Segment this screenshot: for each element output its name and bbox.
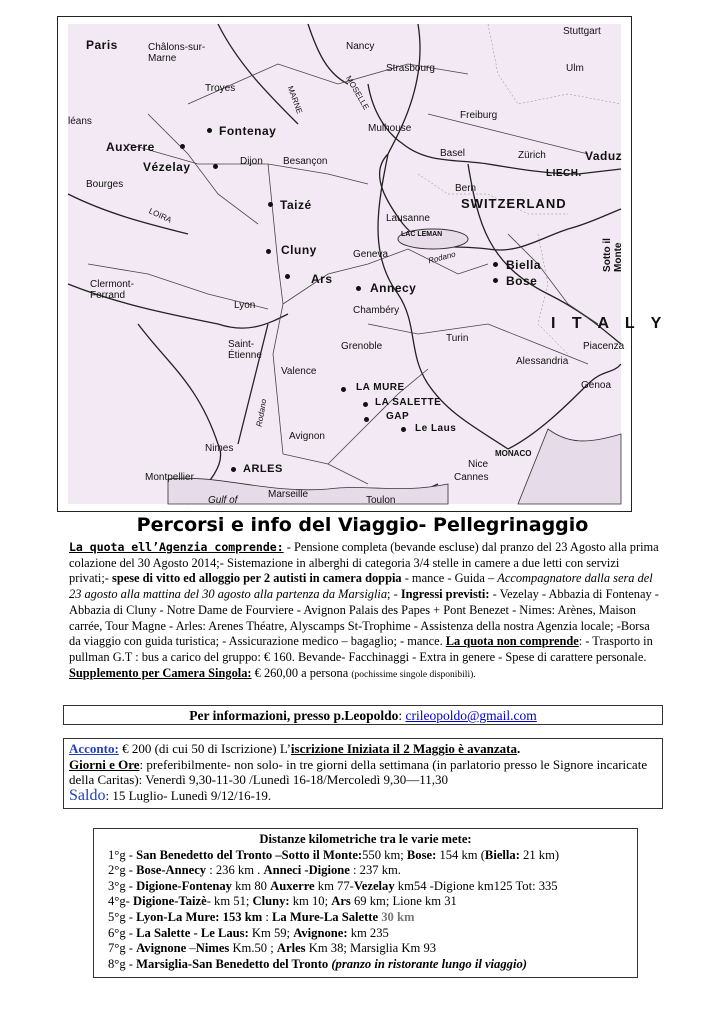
map-label-valence: Valence bbox=[281, 366, 317, 377]
distance-row-4 bbox=[108, 894, 637, 910]
map-label-switzerland: SWITZERLAND bbox=[461, 196, 567, 211]
map-label-troyes: Troyes bbox=[205, 83, 236, 94]
map-label-liech: LIECH. bbox=[546, 168, 582, 179]
distance-row-1 bbox=[108, 848, 637, 864]
map-label-bose: Bose bbox=[506, 274, 538, 288]
map-label-mulhouse: Mulhouse bbox=[368, 123, 412, 134]
distance-row-3-part-d: Auxerre bbox=[270, 878, 315, 893]
distance-row-2-part-e: : 237 km. bbox=[349, 863, 401, 878]
email-link[interactable]: crileopoldo@gmail.com bbox=[405, 708, 537, 723]
distance-row-3-part-e: km 77- bbox=[314, 878, 354, 893]
giorni-text: : preferibilmente- non solo- in tre giorni della settimana (in parlatorio presso le Signore incaricate della Caritas): Venerdì 9,30-11-30 /Lunedì 16-18/Mercoledì 9,30—11,30 bbox=[69, 756, 648, 787]
distances-title: Distanze kilometriche tra le varie mete: bbox=[259, 832, 472, 846]
map-label-geneva: Geneva bbox=[353, 249, 389, 260]
quota-label: La quota ell’Agenzia comprende: bbox=[69, 540, 284, 554]
map-label-rodano-south: Rodano bbox=[254, 398, 269, 428]
map-label-genoa: Genoa bbox=[581, 380, 612, 391]
acconto-label: Acconto: bbox=[69, 741, 119, 756]
distance-row-6 bbox=[108, 926, 637, 942]
distance-row-3-part-a: 3°g - bbox=[108, 878, 137, 893]
map-label-paris: Paris bbox=[86, 38, 118, 52]
distance-row-1-part-e: 154 km ( bbox=[436, 847, 485, 862]
map-label-nice: Nice bbox=[468, 459, 489, 470]
map-label-arles: ARLES bbox=[243, 463, 283, 475]
map-label-nancy: Nancy bbox=[346, 41, 375, 52]
quota-supplemento-label: Supplemento per Camera Singola: bbox=[69, 665, 252, 680]
page-title: Percorsi e info del Viaggio- Pellegrinaggio bbox=[136, 514, 589, 536]
distance-row-5-part-a: 5°g - bbox=[108, 909, 137, 924]
map-dot-cluny bbox=[266, 249, 271, 254]
quota-supplemento-note: (pochissime singole disponibili). bbox=[351, 669, 476, 680]
quota-paragraph bbox=[69, 540, 659, 683]
map-dot-arles bbox=[231, 467, 236, 472]
map-frame bbox=[57, 16, 668, 512]
quota-non-comprende-text: : - Trasporto in pullman G.T : bus a carico del gruppo: € 160. Bevande- Facchinaggi - Extra in genere - Spese di carattere personale. bbox=[69, 634, 653, 664]
map-label-chambery: Chambéry bbox=[353, 305, 400, 316]
map-label-toulon: Toulon bbox=[366, 495, 396, 506]
distance-row-2-part-b: Bose-Annecy bbox=[136, 863, 207, 878]
map-label-biella: Biella bbox=[506, 258, 542, 272]
map-label-dijon: Dijon bbox=[240, 156, 263, 167]
map-label-italy: I T A L Y bbox=[551, 315, 668, 332]
map-label-lyon: Lyon bbox=[234, 300, 256, 311]
acconto-box bbox=[63, 738, 663, 809]
distance-row-7-part-e: Km.50 ; bbox=[229, 941, 277, 956]
giorni-label: Giorni e Ore bbox=[69, 756, 140, 772]
map-label-chalons: Châlons-sur- Marne bbox=[148, 42, 206, 64]
acconto-period: . bbox=[516, 741, 521, 756]
map-label-avignon: Avignon bbox=[289, 431, 325, 442]
distance-row-8-part-a: 8°g - bbox=[108, 956, 137, 971]
distance-row-7-part-d: Nimes bbox=[195, 941, 230, 956]
iscrizione-text: iscrizione Iniziata il 2 Maggio è avanzata bbox=[290, 741, 517, 756]
distance-row-5-part-b: Lyon-La Mure: 153 km bbox=[136, 909, 263, 924]
map-label-besancon: Besançon bbox=[283, 156, 328, 167]
distance-row-1-part-c: 550 km; bbox=[362, 847, 407, 862]
map-dot-biella bbox=[493, 262, 498, 267]
distance-row-4-part-a: 4°g- bbox=[108, 894, 133, 909]
quota-text-3: - mance - Guida – bbox=[401, 571, 495, 586]
info-text: Per informazioni, presso p.Leopoldo bbox=[189, 708, 399, 723]
map-dot-auxerre bbox=[180, 144, 185, 149]
map-dot-fontenay bbox=[207, 128, 212, 133]
map-dot-taize bbox=[268, 202, 273, 207]
map-label-stuttgart: Stuttgart bbox=[563, 26, 601, 37]
quota-autisti: spese di vitto ed alloggio per 2 autisti in camera doppia bbox=[108, 571, 402, 586]
distances-list bbox=[108, 848, 637, 973]
map-label-vezelay: Vézelay bbox=[143, 160, 191, 174]
distance-row-7-part-a: 7°g - bbox=[108, 941, 137, 956]
map-label-basel: Basel bbox=[440, 148, 466, 159]
distance-row-7-part-f: Arles bbox=[276, 941, 306, 956]
distance-row-3 bbox=[108, 879, 637, 895]
map-label-annecy: Annecy bbox=[370, 281, 417, 295]
map-label-montpellier: Montpellier bbox=[145, 472, 194, 483]
distance-row-7-part-c: – bbox=[186, 941, 196, 956]
map-dot-la-mure bbox=[341, 387, 346, 392]
quota-text-1: - Pensione completa (bevande escluse) dal pranzo del 23 Agosto alla prima colazione del 30 Agosto 2014;- Sistemazione in alberghi di categoria 3/4 stelle in camere a due letti con servizi privati;- bbox=[69, 540, 659, 586]
map-label-auxerre: Auxerre bbox=[106, 140, 155, 154]
map-label-orleans: léans bbox=[68, 116, 92, 127]
map-label-ulm: Ulm bbox=[566, 63, 584, 74]
map-dot-vezelay bbox=[213, 164, 218, 169]
distance-row-5 bbox=[108, 910, 637, 926]
distance-row-7-part-g: Km 38; Marsiglia Km 93 bbox=[305, 941, 437, 956]
distance-row-1-part-f: Biella: bbox=[484, 847, 520, 862]
map-label-taize: Taizé bbox=[280, 198, 312, 212]
map-label-vaduz: Vaduz bbox=[585, 149, 623, 163]
map-label-bourges: Bourges bbox=[86, 179, 124, 190]
map-label-freiburg: Freiburg bbox=[460, 110, 498, 121]
distance-row-1-part-b: San Benedetto del Tronto –Sotto il Monte: bbox=[136, 847, 363, 862]
map-label-rodano: Rodano bbox=[427, 249, 457, 266]
map-label-gap: GAP bbox=[386, 411, 410, 422]
quota-text-5: ; - bbox=[387, 587, 401, 602]
distance-row-2-part-d: Anneci -Digione bbox=[263, 863, 350, 878]
distance-row-5-part-c: : bbox=[262, 909, 272, 924]
distance-row-2-part-a: 2°g - bbox=[108, 863, 137, 878]
map-label-loire: LOIRA bbox=[147, 206, 174, 225]
quota-accompagnatore: Accompagnatore dalla sera del 23 agosto alla mattina del 30 agosto alla partenza da Marsiglia bbox=[69, 571, 653, 602]
distance-row-1-part-g: 21 km) bbox=[519, 847, 560, 862]
map-label-la-mure: LA MURE bbox=[356, 382, 405, 393]
distance-row-5-part-d: La Mure-La Salette bbox=[271, 909, 379, 924]
info-colon: : bbox=[398, 708, 406, 723]
distance-row-3-part-c: km 80 bbox=[231, 878, 271, 893]
map-label-strasbourg: Strasbourg bbox=[386, 63, 435, 74]
distance-row-5-part-f: 30 km bbox=[381, 909, 415, 924]
distance-row-4-part-b: Digione-Taizè bbox=[132, 894, 207, 909]
quota-ingressi-text: - Vezelay - Abbazia di Fontenay - Abbazia di Cluny - Notre Dame de Fourviere - Avignon Palais des Papes + Pont Benezet - Nimes: Arènes, Maison carrée, Tour Magne - Arles: Arenes Théatre, Alyscamps St-Trophime - Assistenza della nostra Agenzia locale; -Borsa da viaggio con guida turistica; - Assicurazione medico – bagaglio; - mance. bbox=[69, 587, 659, 649]
distance-row-4-part-f: Ars bbox=[331, 894, 351, 909]
distance-row-3-part-g: km54 -Digione km125 Tot: 335 bbox=[394, 878, 558, 893]
distance-row-2 bbox=[108, 863, 637, 879]
distance-row-4-part-d: Cluny: bbox=[252, 894, 290, 909]
map-label-lac-leman: LAC LEMAN bbox=[401, 231, 443, 238]
distance-row-8-part-d: (pranzo in ristorante lungo il viaggio) bbox=[331, 956, 527, 971]
map-label-cluny: Cluny bbox=[281, 243, 317, 257]
map-label-saint-etienne: Saint- Étienne bbox=[228, 339, 262, 361]
map-dot-ars bbox=[285, 274, 290, 279]
distance-row-6-part-e: km 235 bbox=[347, 925, 389, 940]
route-map bbox=[68, 24, 668, 506]
map-label-marseille: Marseille bbox=[268, 489, 309, 500]
info-box bbox=[63, 705, 663, 725]
map-label-gulf: Gulf of bbox=[208, 495, 238, 506]
distance-row-4-part-g: 69 km; Lione km 31 bbox=[350, 894, 457, 909]
distance-row-6-part-a: 6°g - bbox=[108, 925, 137, 940]
map-label-ars: Ars bbox=[311, 272, 333, 286]
saldo-label: Saldo bbox=[69, 786, 106, 804]
map-label-monaco: MONACO bbox=[495, 449, 532, 458]
map-label-moselle: MOSELLE bbox=[343, 74, 371, 112]
distance-row-3-part-f: Vezelay bbox=[353, 878, 395, 893]
map-dot-gap bbox=[364, 417, 369, 422]
distance-row-6-part-b: La Salette - Le Laus: bbox=[136, 925, 249, 940]
distance-row-8-part-b: Marsiglia-San Benedetto del Tronto bbox=[136, 956, 329, 971]
distance-row-8 bbox=[108, 957, 637, 973]
map-label-alessandria: Alessandria bbox=[516, 356, 569, 367]
distance-row-7 bbox=[108, 941, 637, 957]
map-label-nimes: Nimes bbox=[205, 443, 234, 454]
distance-row-4-part-c: - km 51; bbox=[206, 894, 253, 909]
map-label-marne: MARNE bbox=[285, 84, 305, 115]
map-label-turin: Turin bbox=[446, 333, 469, 344]
map-label-zurich: Zürich bbox=[518, 150, 546, 161]
distance-row-4-part-e: km 10; bbox=[289, 894, 332, 909]
acconto-text: € 200 (di cui 50 di Iscrizione) L’ bbox=[118, 741, 291, 756]
map-label-grenoble: Grenoble bbox=[341, 341, 383, 352]
map-dot-la-salette bbox=[363, 402, 368, 407]
map-dot-le-laus bbox=[401, 427, 406, 432]
map-dot-bose bbox=[493, 278, 498, 283]
map-label-lausanne: Lausanne bbox=[386, 213, 430, 224]
distance-row-7-part-b: Avignone bbox=[136, 941, 187, 956]
saldo-text: : 15 Luglio- Lunedì 9/12/16-19. bbox=[105, 787, 272, 803]
map-label-cannes: Cannes bbox=[454, 472, 489, 483]
map-label-bern: Bern bbox=[455, 183, 477, 194]
quota-non-comprende-label: La quota non comprende bbox=[445, 634, 579, 649]
distance-row-6-part-d: Avignone: bbox=[293, 925, 348, 940]
distances-box bbox=[93, 828, 638, 978]
distance-row-1-part-a: 1°g - bbox=[108, 847, 137, 862]
map-dot-annecy bbox=[356, 286, 361, 291]
distance-row-1-part-d: Bose: bbox=[406, 847, 437, 862]
quota-supplemento-text: € 260,00 a persona bbox=[251, 665, 352, 680]
distance-row-2-part-c: : 236 km . bbox=[206, 863, 264, 878]
map-label-fontenay: Fontenay bbox=[219, 124, 277, 138]
quota-ingressi-label: Ingressi previsti: bbox=[400, 587, 490, 602]
map-label-le-laus: Le Laus bbox=[415, 423, 457, 434]
map-label-sotto-il-monte: Sotto il Monte bbox=[601, 238, 624, 272]
distance-row-6-part-c: Km 59; bbox=[248, 925, 294, 940]
distance-row-3-part-b: Digione-Fontenay bbox=[136, 878, 232, 893]
map-label-clermont: Clermont- Ferrand bbox=[90, 279, 134, 301]
map-label-piacenza: Piacenza bbox=[583, 341, 625, 352]
map-label-la-salette: LA SALETTE bbox=[375, 397, 442, 408]
